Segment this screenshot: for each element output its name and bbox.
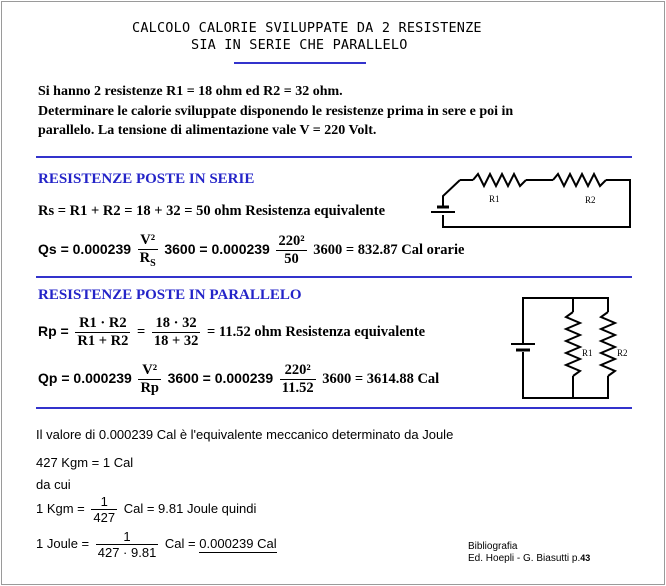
page-number: 43 (580, 553, 591, 563)
rp-equation (38, 315, 425, 350)
rs-equation: Rs = R1 + R2 = 18 + 32 = 50 ohm Resistenza equivalente (38, 203, 386, 219)
r1-resistor-icon (473, 174, 526, 186)
qs-result: 3600 = 832.87 Cal orarie (313, 241, 465, 258)
qs-k: 0.000239 (72, 240, 132, 257)
qp-k: 0.000239 (73, 369, 132, 386)
joule-equation (36, 529, 277, 560)
rp-fraction-values (152, 315, 201, 350)
qs-k-2: 0.000239 (211, 240, 270, 257)
intro-line-1: Si hanno 2 resistenze R1 = 18 ohm ed R2 = 32 ohm. (38, 84, 343, 99)
parallel-r2-resistor-icon (601, 312, 615, 376)
series-circuit-diagram (425, 172, 640, 234)
qs-equation (38, 232, 464, 269)
parallel-r2-label: R2 (617, 348, 628, 358)
qp-frac-den: Rp (140, 380, 159, 396)
joule-fraction (96, 529, 159, 560)
parallel-r1-resistor-icon (566, 312, 580, 376)
title-line-1: CALCOLO CALORIE SVILUPPATE DA 2 RESISTENZE (132, 20, 482, 36)
rp-frac2-num: 18 · 32 (152, 315, 201, 333)
qp-equation (38, 362, 439, 397)
qs-den-sub: S (150, 257, 156, 269)
qs-den-r: R (139, 250, 151, 266)
qp-fraction-v2-rp (138, 362, 161, 397)
parallelo-heading: RESISTENZE POSTE IN PARALLELO (38, 287, 302, 303)
divider-1 (36, 156, 632, 158)
bibliography-ref-text: Ed. Hoepli - G. Biasutti p. (468, 553, 581, 564)
bibliography-reference (468, 553, 590, 564)
qs-fraction-v2-rs (138, 232, 158, 269)
title-underline (234, 62, 366, 64)
rp-frac2-den: 18 + 32 (153, 333, 199, 349)
parallel-circuit-diagram (505, 292, 635, 404)
kgm-cal-equivalence: 427 Kgm = 1 Cal (36, 455, 134, 470)
qp-result: 3600 = 3614.88 Cal (322, 370, 440, 387)
series-r2-label: R2 (585, 195, 596, 205)
qp-frac2-num: 220² (280, 362, 316, 380)
divider-2 (36, 276, 632, 278)
joule-result: 0.000239 Cal (199, 535, 277, 551)
qp-label: Qp = (38, 369, 74, 386)
rp-result: = 11.52 ohm Resistenza equivalente (206, 323, 426, 340)
kgm-frac-num: 1 (91, 494, 117, 510)
divider-3 (36, 407, 632, 409)
joule-label: 1 Joule = (36, 535, 90, 551)
joule-frac-den: 427 · 9.81 (97, 545, 157, 560)
qs-times: 3600 = (164, 240, 212, 257)
series-r1-label: R1 (489, 194, 500, 204)
kgm-result: Cal = 9.81 Joule quindi (123, 500, 257, 516)
da-cui-text: da cui (36, 477, 71, 492)
rp-frac-num: R1 · R2 (75, 315, 130, 333)
joule-frac-num: 1 (96, 529, 159, 545)
intro-text (38, 82, 513, 141)
kgm-equation (36, 494, 256, 525)
rp-label: Rp = (38, 322, 69, 339)
kgm-fraction (91, 494, 117, 525)
r2-resistor-icon (553, 174, 606, 186)
serie-heading: RESISTENZE POSTE IN SERIE (38, 171, 255, 187)
qp-times: 3600 = (167, 369, 215, 386)
qp-frac2-den: 11.52 (281, 380, 314, 396)
rp-frac-den: R1 + R2 (77, 333, 129, 349)
qp-k-2: 0.000239 (214, 369, 274, 386)
joule-result-pre: Cal = (164, 535, 196, 551)
rp-eq: = (136, 323, 146, 340)
title-line-2: SIA IN SERIE CHE PARALLELO (191, 37, 408, 53)
qs-fraction-220-50 (276, 233, 306, 268)
qs-frac2-num: 220² (278, 232, 305, 249)
kgm-label: 1 Kgm = (36, 500, 85, 516)
qs-frac2-den: 50 (284, 250, 299, 267)
qs-frac-num: V² (138, 232, 158, 250)
intro-line-2: Determinare le calorie sviluppate disponendo le resistenze prima in sere e poi in (38, 103, 514, 119)
qs-frac-den (138, 250, 158, 269)
bibliography-title: Bibliografia (468, 541, 518, 552)
qs-label: Qs = (38, 240, 73, 257)
rp-fraction-formula (75, 315, 130, 350)
kgm-frac-den: 427 (93, 510, 116, 525)
qp-frac-num: V² (138, 362, 161, 380)
parallel-r1-label: R1 (582, 348, 593, 358)
intro-line-3: parallelo. La tensione di alimentazione vale V = 220 Volt. (38, 123, 377, 138)
joule-note: Il valore di 0.000239 Cal è l'equivalente meccanico determinato da Joule (36, 427, 454, 442)
qp-fraction-220-1152 (280, 362, 316, 397)
